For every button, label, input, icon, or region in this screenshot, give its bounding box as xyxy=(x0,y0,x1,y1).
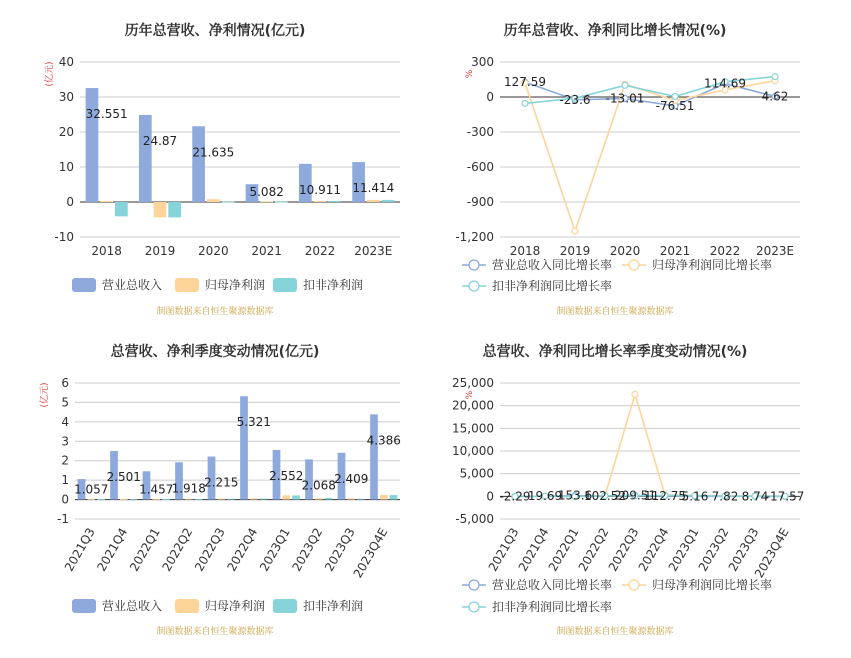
series-point-3 xyxy=(622,82,628,88)
y-tick-label: 10,000 xyxy=(452,444,494,458)
source-note: 制图数据来自恒生聚源数据库 xyxy=(156,307,274,317)
x-tick-label: 2021Q4 xyxy=(515,525,552,574)
chart-3 xyxy=(38,343,401,637)
bar-3 xyxy=(195,499,203,500)
data-label: 4.62 xyxy=(761,89,789,104)
x-tick-label: 2023Q3 xyxy=(725,525,762,574)
data-label: 32.551 xyxy=(85,107,128,122)
data-label: 11.414 xyxy=(352,181,395,196)
bar-2 xyxy=(154,202,167,217)
bar-3 xyxy=(357,499,365,500)
legend-swatch-marker xyxy=(469,281,479,291)
legend-label: 营业总收入同比增长率 xyxy=(492,578,613,592)
bar-3 xyxy=(275,202,288,203)
data-label: 2.552 xyxy=(269,468,304,483)
y-tick-label: 40 xyxy=(58,55,74,69)
bar-2 xyxy=(380,495,388,500)
bar-3 xyxy=(382,200,395,202)
y-tick-label: 6 xyxy=(61,376,69,390)
x-tick-label: 2023Q1 xyxy=(256,525,293,574)
x-tick-label: 2022Q2 xyxy=(575,525,612,574)
series-line-2 xyxy=(515,394,785,496)
y-tick-label: -5,000 xyxy=(455,512,494,526)
y-tick-label: 25,000 xyxy=(452,376,494,390)
data-label: 2.409 xyxy=(334,471,369,486)
chart-title: 历年总营收、净利情况(亿元) xyxy=(124,23,306,39)
chart-title: 总营收、净利季度变动情况(亿元) xyxy=(110,344,320,360)
x-tick-label: 2023Q3 xyxy=(321,525,358,574)
y-tick-label: 2 xyxy=(61,453,69,468)
bar-3 xyxy=(325,498,333,500)
bar-2 xyxy=(100,201,113,202)
legend-label: 营业总收入 xyxy=(102,599,163,613)
data-label: -17.57 xyxy=(765,489,805,504)
y-axis-unit: (亿元) xyxy=(45,61,55,87)
legend-label: 归母净利润 xyxy=(205,278,266,292)
x-tick-label: 2023E xyxy=(755,244,795,258)
bar-3 xyxy=(115,202,128,216)
x-tick-label: 2021Q4 xyxy=(94,525,131,574)
bar-1 xyxy=(192,126,205,202)
y-tick-label: 15,000 xyxy=(452,421,494,436)
legend-swatch-marker xyxy=(629,260,639,270)
series-point-2 xyxy=(632,391,638,397)
y-tick-label: 3 xyxy=(61,434,69,449)
legend-label: 营业总收入 xyxy=(102,278,163,292)
data-label: 5.16 xyxy=(681,489,709,504)
bar-3 xyxy=(168,202,181,217)
data-label: 112.75 xyxy=(644,488,686,503)
bar-2 xyxy=(152,499,160,500)
legend-swatch-marker xyxy=(629,580,639,590)
y-tick-label: 10 xyxy=(58,160,74,174)
y-tick-label: 300 xyxy=(471,55,494,69)
bar-3 xyxy=(97,499,105,500)
y-tick-label: 4 xyxy=(61,414,69,429)
bar-2 xyxy=(87,499,95,500)
data-label: 209.51 xyxy=(614,488,656,503)
x-tick-label: 2018 xyxy=(509,244,541,258)
x-tick-label: 2022 xyxy=(304,244,336,258)
data-label: 1.457 xyxy=(139,482,174,497)
bar-3 xyxy=(328,201,341,202)
data-label: 1.918 xyxy=(171,481,206,496)
bar-3 xyxy=(130,499,138,500)
x-tick-label: 2022Q3 xyxy=(191,525,228,574)
bar-1 xyxy=(370,414,378,499)
series-point-3 xyxy=(522,100,528,106)
data-label: 114.69 xyxy=(704,76,746,91)
legend-swatch xyxy=(175,599,199,613)
data-label: 5.082 xyxy=(249,185,284,199)
data-label: 2.501 xyxy=(106,469,141,484)
legend-swatch xyxy=(273,599,297,613)
source-note: 制图数据来自恒生聚源数据库 xyxy=(156,627,274,637)
data-label: 2.068 xyxy=(301,478,336,493)
data-label: 8.74 xyxy=(741,489,769,504)
x-tick-label: 2022Q1 xyxy=(126,525,163,574)
series-point-3 xyxy=(772,74,778,80)
data-label: -23.6 xyxy=(559,92,591,107)
x-tick-label: 2023Q4E xyxy=(751,525,792,581)
data-label: 2.215 xyxy=(204,475,239,490)
x-tick-label: 2020 xyxy=(198,244,229,258)
y-tick-label: 5 xyxy=(61,395,69,410)
data-label: 102.52 xyxy=(584,488,626,503)
data-label: 7.82 xyxy=(711,489,739,504)
legend-label: 归母净利润 xyxy=(205,599,266,613)
y-tick-label: 0 xyxy=(486,489,494,504)
y-tick-label: 1 xyxy=(61,473,69,488)
data-label: 21.635 xyxy=(192,145,235,160)
y-tick-label: -1 xyxy=(57,512,69,526)
legend-label: 扣非净利润 xyxy=(303,599,364,613)
chart-4 xyxy=(452,343,804,637)
bar-3 xyxy=(292,495,300,499)
y-axis-unit: (亿元) xyxy=(40,382,50,408)
bar-1 xyxy=(86,88,99,202)
bar-3 xyxy=(227,499,235,500)
bar-1 xyxy=(139,115,152,202)
data-label: -76.51 xyxy=(655,98,695,113)
x-tick-label: 2023Q2 xyxy=(695,525,732,574)
chart-2 xyxy=(455,22,800,317)
y-tick-label: 0 xyxy=(61,492,69,507)
x-tick-label: 2022Q4 xyxy=(635,525,672,574)
legend-swatch xyxy=(273,278,297,292)
y-tick-label: 30 xyxy=(58,90,74,104)
y-tick-label: 20,000 xyxy=(452,398,494,413)
data-label: 5.321 xyxy=(236,415,271,430)
x-tick-label: 2021Q3 xyxy=(485,525,522,574)
bar-2 xyxy=(315,498,323,499)
data-label: 19.69 xyxy=(527,489,563,504)
chart-title: 历年总营收、净利同比增长情况(%) xyxy=(503,23,727,39)
x-tick-label: 2021Q3 xyxy=(61,525,98,574)
x-tick-label: 2020 xyxy=(609,244,641,258)
bar-2 xyxy=(282,495,290,499)
x-tick-label: 2023E xyxy=(354,244,393,258)
y-axis-unit: % xyxy=(465,69,475,79)
y-tick-label: 0 xyxy=(66,195,74,209)
series-point-2 xyxy=(572,228,578,234)
legend-swatch-marker xyxy=(469,260,479,270)
bar-3 xyxy=(390,495,398,499)
data-label: 4.386 xyxy=(366,433,401,448)
y-tick-label: 0 xyxy=(486,90,494,104)
x-tick-label: 2019 xyxy=(144,244,176,258)
data-label: 127.59 xyxy=(504,75,546,90)
data-label: -2.29 xyxy=(499,489,531,504)
bar-2 xyxy=(120,499,128,500)
x-tick-label: 2021 xyxy=(251,244,282,258)
bar-2 xyxy=(207,199,220,202)
bar-1 xyxy=(240,396,248,499)
legend-label: 归母净利润同比增长率 xyxy=(652,578,773,592)
data-label: -13.01 xyxy=(605,91,645,106)
data-label: 1.057 xyxy=(74,482,109,497)
legend-label: 营业总收入同比增长率 xyxy=(492,258,613,272)
bar-2 xyxy=(260,201,273,202)
y-tick-label: -600 xyxy=(466,160,494,174)
legend-label: 归母净利润同比增长率 xyxy=(652,258,773,272)
bar-3 xyxy=(162,499,170,500)
data-label: 10.911 xyxy=(299,182,341,197)
legend-swatch-marker xyxy=(469,580,479,590)
x-tick-label: 2021 xyxy=(659,244,691,258)
bar-3 xyxy=(260,499,268,500)
chart-title: 总营收、净利同比增长率季度变动情况(%) xyxy=(482,344,748,360)
data-label: 24.87 xyxy=(142,133,178,148)
x-tick-label: 2023Q2 xyxy=(289,525,326,574)
x-tick-label: 2019 xyxy=(559,244,591,258)
y-tick-label: 20 xyxy=(58,125,74,139)
data-label: 153.6 xyxy=(557,488,593,503)
bar-2 xyxy=(185,499,193,500)
x-tick-label: 2022Q4 xyxy=(224,525,261,574)
legend-label: 扣非净利润 xyxy=(303,278,364,292)
bar-2 xyxy=(314,201,327,202)
chart-1 xyxy=(43,22,400,317)
legend-label: 扣非净利润同比增长率 xyxy=(492,279,613,293)
x-tick-label: 2023Q1 xyxy=(665,525,702,574)
bar-2 xyxy=(347,498,355,499)
legend-swatch xyxy=(175,278,199,292)
legend-swatch-marker xyxy=(469,602,479,612)
source-note: 制图数据来自恒生聚源数据库 xyxy=(556,627,674,637)
x-tick-label: 2022 xyxy=(709,244,741,258)
source-note: 制图数据来自恒生聚源数据库 xyxy=(556,307,674,317)
x-tick-label: 2022Q2 xyxy=(159,525,196,574)
y-tick-label: -1,200 xyxy=(455,230,494,244)
x-tick-label: 2023Q4E xyxy=(350,525,391,581)
bar-2 xyxy=(367,200,380,202)
x-tick-label: 2022Q1 xyxy=(545,525,582,574)
bar-3 xyxy=(222,202,235,203)
y-tick-label: -300 xyxy=(466,125,494,139)
x-tick-label: 2022Q3 xyxy=(605,525,642,574)
bar-2 xyxy=(217,499,225,500)
y-tick-label: -10 xyxy=(54,230,74,244)
y-tick-label: 5,000 xyxy=(459,466,494,481)
y-axis-unit: % xyxy=(465,390,475,400)
legend-swatch xyxy=(72,599,96,613)
legend-swatch xyxy=(72,278,96,292)
x-tick-label: 2018 xyxy=(91,244,122,258)
legend-label: 扣非净利润同比增长率 xyxy=(492,600,613,614)
bar-2 xyxy=(250,498,258,499)
y-tick-label: -900 xyxy=(466,195,494,209)
